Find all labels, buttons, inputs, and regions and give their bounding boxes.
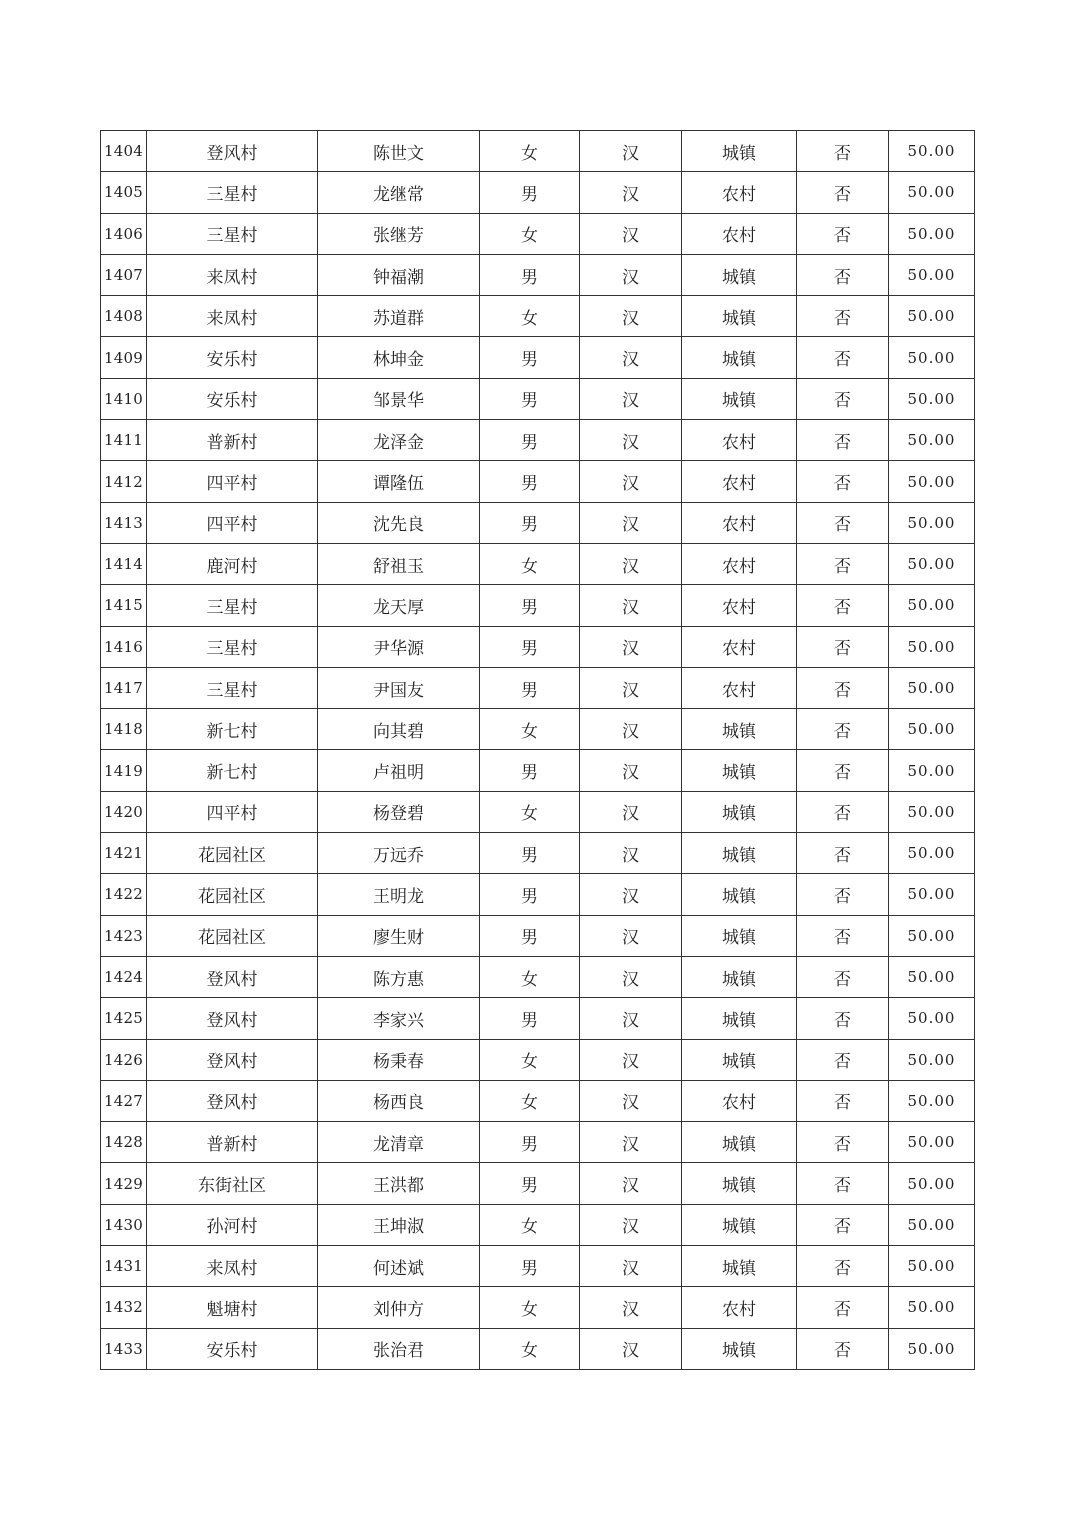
village-cell: 魁塘村 <box>147 1287 318 1328</box>
serial-number-cell: 1414 <box>101 543 147 584</box>
gender-cell: 女 <box>480 791 580 832</box>
serial-number-cell: 1428 <box>101 1122 147 1163</box>
person-name-cell: 龙清章 <box>318 1122 480 1163</box>
person-name-cell: 刘仲方 <box>318 1287 480 1328</box>
person-name-cell: 杨西良 <box>318 1080 480 1121</box>
serial-number-cell: 1405 <box>101 172 147 213</box>
village-cell: 登风村 <box>147 1039 318 1080</box>
person-name-cell: 王明龙 <box>318 874 480 915</box>
ethnicity-cell: 汉 <box>580 1328 682 1369</box>
table-row <box>101 1204 975 1245</box>
serial-number-cell: 1412 <box>101 461 147 502</box>
person-name-cell: 尹华源 <box>318 626 480 667</box>
table-row <box>101 1246 975 1287</box>
ethnicity-cell: 汉 <box>580 254 682 295</box>
amount-cell: 50.00 <box>889 1204 975 1245</box>
residence-type-cell: 农村 <box>682 667 797 708</box>
ethnicity-cell: 汉 <box>580 1122 682 1163</box>
gender-cell: 女 <box>480 543 580 584</box>
ethnicity-cell: 汉 <box>580 585 682 626</box>
flag-cell: 否 <box>797 1039 889 1080</box>
person-name-cell: 谭隆伍 <box>318 461 480 502</box>
residence-type-cell: 农村 <box>682 172 797 213</box>
table-row <box>101 296 975 337</box>
village-cell: 新七村 <box>147 750 318 791</box>
flag-cell: 否 <box>797 296 889 337</box>
amount-cell: 50.00 <box>889 254 975 295</box>
table-row <box>101 1122 975 1163</box>
amount-cell: 50.00 <box>889 543 975 584</box>
gender-cell: 男 <box>480 915 580 956</box>
ethnicity-cell: 汉 <box>580 956 682 997</box>
residence-type-cell: 农村 <box>682 626 797 667</box>
table-row <box>101 131 975 172</box>
amount-cell: 50.00 <box>889 420 975 461</box>
village-cell: 安乐村 <box>147 337 318 378</box>
village-cell: 安乐村 <box>147 378 318 419</box>
amount-cell: 50.00 <box>889 667 975 708</box>
roster-table-body <box>101 131 975 1370</box>
village-cell: 普新村 <box>147 420 318 461</box>
table-row <box>101 1163 975 1204</box>
amount-cell: 50.00 <box>889 626 975 667</box>
table-row <box>101 254 975 295</box>
flag-cell: 否 <box>797 915 889 956</box>
amount-cell: 50.00 <box>889 833 975 874</box>
amount-cell: 50.00 <box>889 131 975 172</box>
gender-cell: 男 <box>480 1122 580 1163</box>
amount-cell: 50.00 <box>889 1080 975 1121</box>
flag-cell: 否 <box>797 585 889 626</box>
amount-cell: 50.00 <box>889 1287 975 1328</box>
flag-cell: 否 <box>797 378 889 419</box>
gender-cell: 女 <box>480 956 580 997</box>
village-cell: 三星村 <box>147 667 318 708</box>
village-cell: 三星村 <box>147 626 318 667</box>
serial-number-cell: 1423 <box>101 915 147 956</box>
table-row <box>101 543 975 584</box>
amount-cell: 50.00 <box>889 1039 975 1080</box>
table-row <box>101 709 975 750</box>
residence-type-cell: 城镇 <box>682 956 797 997</box>
flag-cell: 否 <box>797 750 889 791</box>
serial-number-cell: 1415 <box>101 585 147 626</box>
village-cell: 来凤村 <box>147 254 318 295</box>
gender-cell: 男 <box>480 461 580 502</box>
ethnicity-cell: 汉 <box>580 998 682 1039</box>
gender-cell: 男 <box>480 626 580 667</box>
ethnicity-cell: 汉 <box>580 420 682 461</box>
amount-cell: 50.00 <box>889 915 975 956</box>
person-name-cell: 陈方惠 <box>318 956 480 997</box>
person-name-cell: 张继芳 <box>318 213 480 254</box>
village-cell: 花园社区 <box>147 874 318 915</box>
ethnicity-cell: 汉 <box>580 915 682 956</box>
residence-type-cell: 城镇 <box>682 709 797 750</box>
residence-type-cell: 农村 <box>682 1287 797 1328</box>
person-name-cell: 何述斌 <box>318 1246 480 1287</box>
person-name-cell: 陈世文 <box>318 131 480 172</box>
serial-number-cell: 1425 <box>101 998 147 1039</box>
flag-cell: 否 <box>797 626 889 667</box>
table-row <box>101 585 975 626</box>
village-cell: 三星村 <box>147 172 318 213</box>
table-row <box>101 750 975 791</box>
flag-cell: 否 <box>797 1287 889 1328</box>
amount-cell: 50.00 <box>889 750 975 791</box>
serial-number-cell: 1432 <box>101 1287 147 1328</box>
gender-cell: 男 <box>480 1163 580 1204</box>
village-cell: 普新村 <box>147 1122 318 1163</box>
table-row <box>101 874 975 915</box>
serial-number-cell: 1424 <box>101 956 147 997</box>
village-cell: 登风村 <box>147 1080 318 1121</box>
amount-cell: 50.00 <box>889 1163 975 1204</box>
amount-cell: 50.00 <box>889 956 975 997</box>
roster-table <box>100 130 975 1370</box>
table-row <box>101 1080 975 1121</box>
ethnicity-cell: 汉 <box>580 502 682 543</box>
person-name-cell: 李家兴 <box>318 998 480 1039</box>
flag-cell: 否 <box>797 172 889 213</box>
ethnicity-cell: 汉 <box>580 131 682 172</box>
village-cell: 四平村 <box>147 791 318 832</box>
amount-cell: 50.00 <box>889 1122 975 1163</box>
village-cell: 三星村 <box>147 213 318 254</box>
ethnicity-cell: 汉 <box>580 1163 682 1204</box>
gender-cell: 男 <box>480 667 580 708</box>
gender-cell: 男 <box>480 254 580 295</box>
village-cell: 登风村 <box>147 131 318 172</box>
gender-cell: 女 <box>480 1080 580 1121</box>
person-name-cell: 杨登碧 <box>318 791 480 832</box>
residence-type-cell: 城镇 <box>682 1163 797 1204</box>
flag-cell: 否 <box>797 998 889 1039</box>
person-name-cell: 龙继常 <box>318 172 480 213</box>
amount-cell: 50.00 <box>889 1328 975 1369</box>
flag-cell: 否 <box>797 791 889 832</box>
person-name-cell: 向其碧 <box>318 709 480 750</box>
serial-number-cell: 1404 <box>101 131 147 172</box>
amount-cell: 50.00 <box>889 709 975 750</box>
village-cell: 花园社区 <box>147 833 318 874</box>
person-name-cell: 王坤淑 <box>318 1204 480 1245</box>
ethnicity-cell: 汉 <box>580 213 682 254</box>
ethnicity-cell: 汉 <box>580 709 682 750</box>
village-cell: 四平村 <box>147 502 318 543</box>
ethnicity-cell: 汉 <box>580 1039 682 1080</box>
residence-type-cell: 城镇 <box>682 791 797 832</box>
ethnicity-cell: 汉 <box>580 378 682 419</box>
gender-cell: 男 <box>480 750 580 791</box>
residence-type-cell: 农村 <box>682 213 797 254</box>
table-row <box>101 1039 975 1080</box>
residence-type-cell: 城镇 <box>682 833 797 874</box>
flag-cell: 否 <box>797 833 889 874</box>
gender-cell: 女 <box>480 131 580 172</box>
person-name-cell: 廖生财 <box>318 915 480 956</box>
gender-cell: 女 <box>480 1039 580 1080</box>
flag-cell: 否 <box>797 254 889 295</box>
flag-cell: 否 <box>797 420 889 461</box>
serial-number-cell: 1409 <box>101 337 147 378</box>
amount-cell: 50.00 <box>889 874 975 915</box>
person-name-cell: 舒祖玉 <box>318 543 480 584</box>
table-row <box>101 337 975 378</box>
ethnicity-cell: 汉 <box>580 1287 682 1328</box>
gender-cell: 男 <box>480 502 580 543</box>
amount-cell: 50.00 <box>889 337 975 378</box>
person-name-cell: 王洪都 <box>318 1163 480 1204</box>
serial-number-cell: 1429 <box>101 1163 147 1204</box>
gender-cell: 女 <box>480 1204 580 1245</box>
village-cell: 花园社区 <box>147 915 318 956</box>
residence-type-cell: 农村 <box>682 585 797 626</box>
flag-cell: 否 <box>797 543 889 584</box>
serial-number-cell: 1408 <box>101 296 147 337</box>
person-name-cell: 林坤金 <box>318 337 480 378</box>
serial-number-cell: 1418 <box>101 709 147 750</box>
table-row <box>101 461 975 502</box>
person-name-cell: 张治君 <box>318 1328 480 1369</box>
amount-cell: 50.00 <box>889 998 975 1039</box>
residence-type-cell: 城镇 <box>682 1039 797 1080</box>
ethnicity-cell: 汉 <box>580 461 682 502</box>
amount-cell: 50.00 <box>889 296 975 337</box>
residence-type-cell: 城镇 <box>682 337 797 378</box>
residence-type-cell: 城镇 <box>682 750 797 791</box>
village-cell: 登风村 <box>147 956 318 997</box>
flag-cell: 否 <box>797 1080 889 1121</box>
ethnicity-cell: 汉 <box>580 1246 682 1287</box>
village-cell: 四平村 <box>147 461 318 502</box>
amount-cell: 50.00 <box>889 585 975 626</box>
village-cell: 安乐村 <box>147 1328 318 1369</box>
gender-cell: 男 <box>480 420 580 461</box>
amount-cell: 50.00 <box>889 502 975 543</box>
ethnicity-cell: 汉 <box>580 1204 682 1245</box>
village-cell: 登风村 <box>147 998 318 1039</box>
ethnicity-cell: 汉 <box>580 874 682 915</box>
table-row <box>101 626 975 667</box>
serial-number-cell: 1422 <box>101 874 147 915</box>
residence-type-cell: 农村 <box>682 543 797 584</box>
village-cell: 来凤村 <box>147 296 318 337</box>
table-row <box>101 1328 975 1369</box>
flag-cell: 否 <box>797 337 889 378</box>
residence-type-cell: 城镇 <box>682 254 797 295</box>
flag-cell: 否 <box>797 502 889 543</box>
flag-cell: 否 <box>797 131 889 172</box>
gender-cell: 男 <box>480 1246 580 1287</box>
ethnicity-cell: 汉 <box>580 337 682 378</box>
village-cell: 三星村 <box>147 585 318 626</box>
person-name-cell: 万远乔 <box>318 833 480 874</box>
serial-number-cell: 1413 <box>101 502 147 543</box>
ethnicity-cell: 汉 <box>580 750 682 791</box>
serial-number-cell: 1411 <box>101 420 147 461</box>
table-row <box>101 1287 975 1328</box>
person-name-cell: 苏道群 <box>318 296 480 337</box>
ethnicity-cell: 汉 <box>580 543 682 584</box>
flag-cell: 否 <box>797 461 889 502</box>
residence-type-cell: 城镇 <box>682 915 797 956</box>
serial-number-cell: 1427 <box>101 1080 147 1121</box>
flag-cell: 否 <box>797 1204 889 1245</box>
table-row <box>101 791 975 832</box>
table-row <box>101 502 975 543</box>
ethnicity-cell: 汉 <box>580 172 682 213</box>
gender-cell: 女 <box>480 1328 580 1369</box>
table-row <box>101 915 975 956</box>
table-row <box>101 213 975 254</box>
gender-cell: 男 <box>480 337 580 378</box>
amount-cell: 50.00 <box>889 213 975 254</box>
serial-number-cell: 1426 <box>101 1039 147 1080</box>
person-name-cell: 邹景华 <box>318 378 480 419</box>
gender-cell: 女 <box>480 1287 580 1328</box>
flag-cell: 否 <box>797 1163 889 1204</box>
flag-cell: 否 <box>797 709 889 750</box>
amount-cell: 50.00 <box>889 1246 975 1287</box>
serial-number-cell: 1407 <box>101 254 147 295</box>
residence-type-cell: 城镇 <box>682 131 797 172</box>
serial-number-cell: 1417 <box>101 667 147 708</box>
serial-number-cell: 1410 <box>101 378 147 419</box>
residence-type-cell: 城镇 <box>682 1246 797 1287</box>
ethnicity-cell: 汉 <box>580 626 682 667</box>
residence-type-cell: 农村 <box>682 461 797 502</box>
gender-cell: 女 <box>480 709 580 750</box>
ethnicity-cell: 汉 <box>580 667 682 708</box>
residence-type-cell: 城镇 <box>682 998 797 1039</box>
flag-cell: 否 <box>797 667 889 708</box>
gender-cell: 男 <box>480 874 580 915</box>
serial-number-cell: 1431 <box>101 1246 147 1287</box>
flag-cell: 否 <box>797 874 889 915</box>
gender-cell: 男 <box>480 378 580 419</box>
flag-cell: 否 <box>797 956 889 997</box>
gender-cell: 男 <box>480 585 580 626</box>
residence-type-cell: 城镇 <box>682 1328 797 1369</box>
person-name-cell: 沈先良 <box>318 502 480 543</box>
table-row <box>101 667 975 708</box>
serial-number-cell: 1430 <box>101 1204 147 1245</box>
residence-type-cell: 城镇 <box>682 1122 797 1163</box>
ethnicity-cell: 汉 <box>580 296 682 337</box>
village-cell: 东街社区 <box>147 1163 318 1204</box>
residence-type-cell: 农村 <box>682 1080 797 1121</box>
person-name-cell: 卢祖明 <box>318 750 480 791</box>
table-row <box>101 172 975 213</box>
table-row <box>101 833 975 874</box>
table-row <box>101 420 975 461</box>
serial-number-cell: 1416 <box>101 626 147 667</box>
residence-type-cell: 城镇 <box>682 874 797 915</box>
serial-number-cell: 1420 <box>101 791 147 832</box>
serial-number-cell: 1433 <box>101 1328 147 1369</box>
person-name-cell: 杨秉春 <box>318 1039 480 1080</box>
table-row <box>101 956 975 997</box>
residence-type-cell: 城镇 <box>682 1204 797 1245</box>
amount-cell: 50.00 <box>889 378 975 419</box>
residence-type-cell: 城镇 <box>682 378 797 419</box>
person-name-cell: 龙天厚 <box>318 585 480 626</box>
amount-cell: 50.00 <box>889 461 975 502</box>
flag-cell: 否 <box>797 1328 889 1369</box>
village-cell: 来凤村 <box>147 1246 318 1287</box>
gender-cell: 男 <box>480 172 580 213</box>
person-name-cell: 尹国友 <box>318 667 480 708</box>
flag-cell: 否 <box>797 213 889 254</box>
table-row <box>101 998 975 1039</box>
serial-number-cell: 1421 <box>101 833 147 874</box>
flag-cell: 否 <box>797 1246 889 1287</box>
serial-number-cell: 1406 <box>101 213 147 254</box>
gender-cell: 男 <box>480 833 580 874</box>
residence-type-cell: 农村 <box>682 502 797 543</box>
village-cell: 鹿河村 <box>147 543 318 584</box>
ethnicity-cell: 汉 <box>580 1080 682 1121</box>
amount-cell: 50.00 <box>889 172 975 213</box>
flag-cell: 否 <box>797 1122 889 1163</box>
village-cell: 新七村 <box>147 709 318 750</box>
residence-type-cell: 农村 <box>682 420 797 461</box>
person-name-cell: 龙泽金 <box>318 420 480 461</box>
ethnicity-cell: 汉 <box>580 791 682 832</box>
ethnicity-cell: 汉 <box>580 833 682 874</box>
village-cell: 孙河村 <box>147 1204 318 1245</box>
gender-cell: 男 <box>480 998 580 1039</box>
person-name-cell: 钟福潮 <box>318 254 480 295</box>
gender-cell: 女 <box>480 296 580 337</box>
gender-cell: 女 <box>480 213 580 254</box>
residence-type-cell: 城镇 <box>682 296 797 337</box>
amount-cell: 50.00 <box>889 791 975 832</box>
serial-number-cell: 1419 <box>101 750 147 791</box>
table-row <box>101 378 975 419</box>
